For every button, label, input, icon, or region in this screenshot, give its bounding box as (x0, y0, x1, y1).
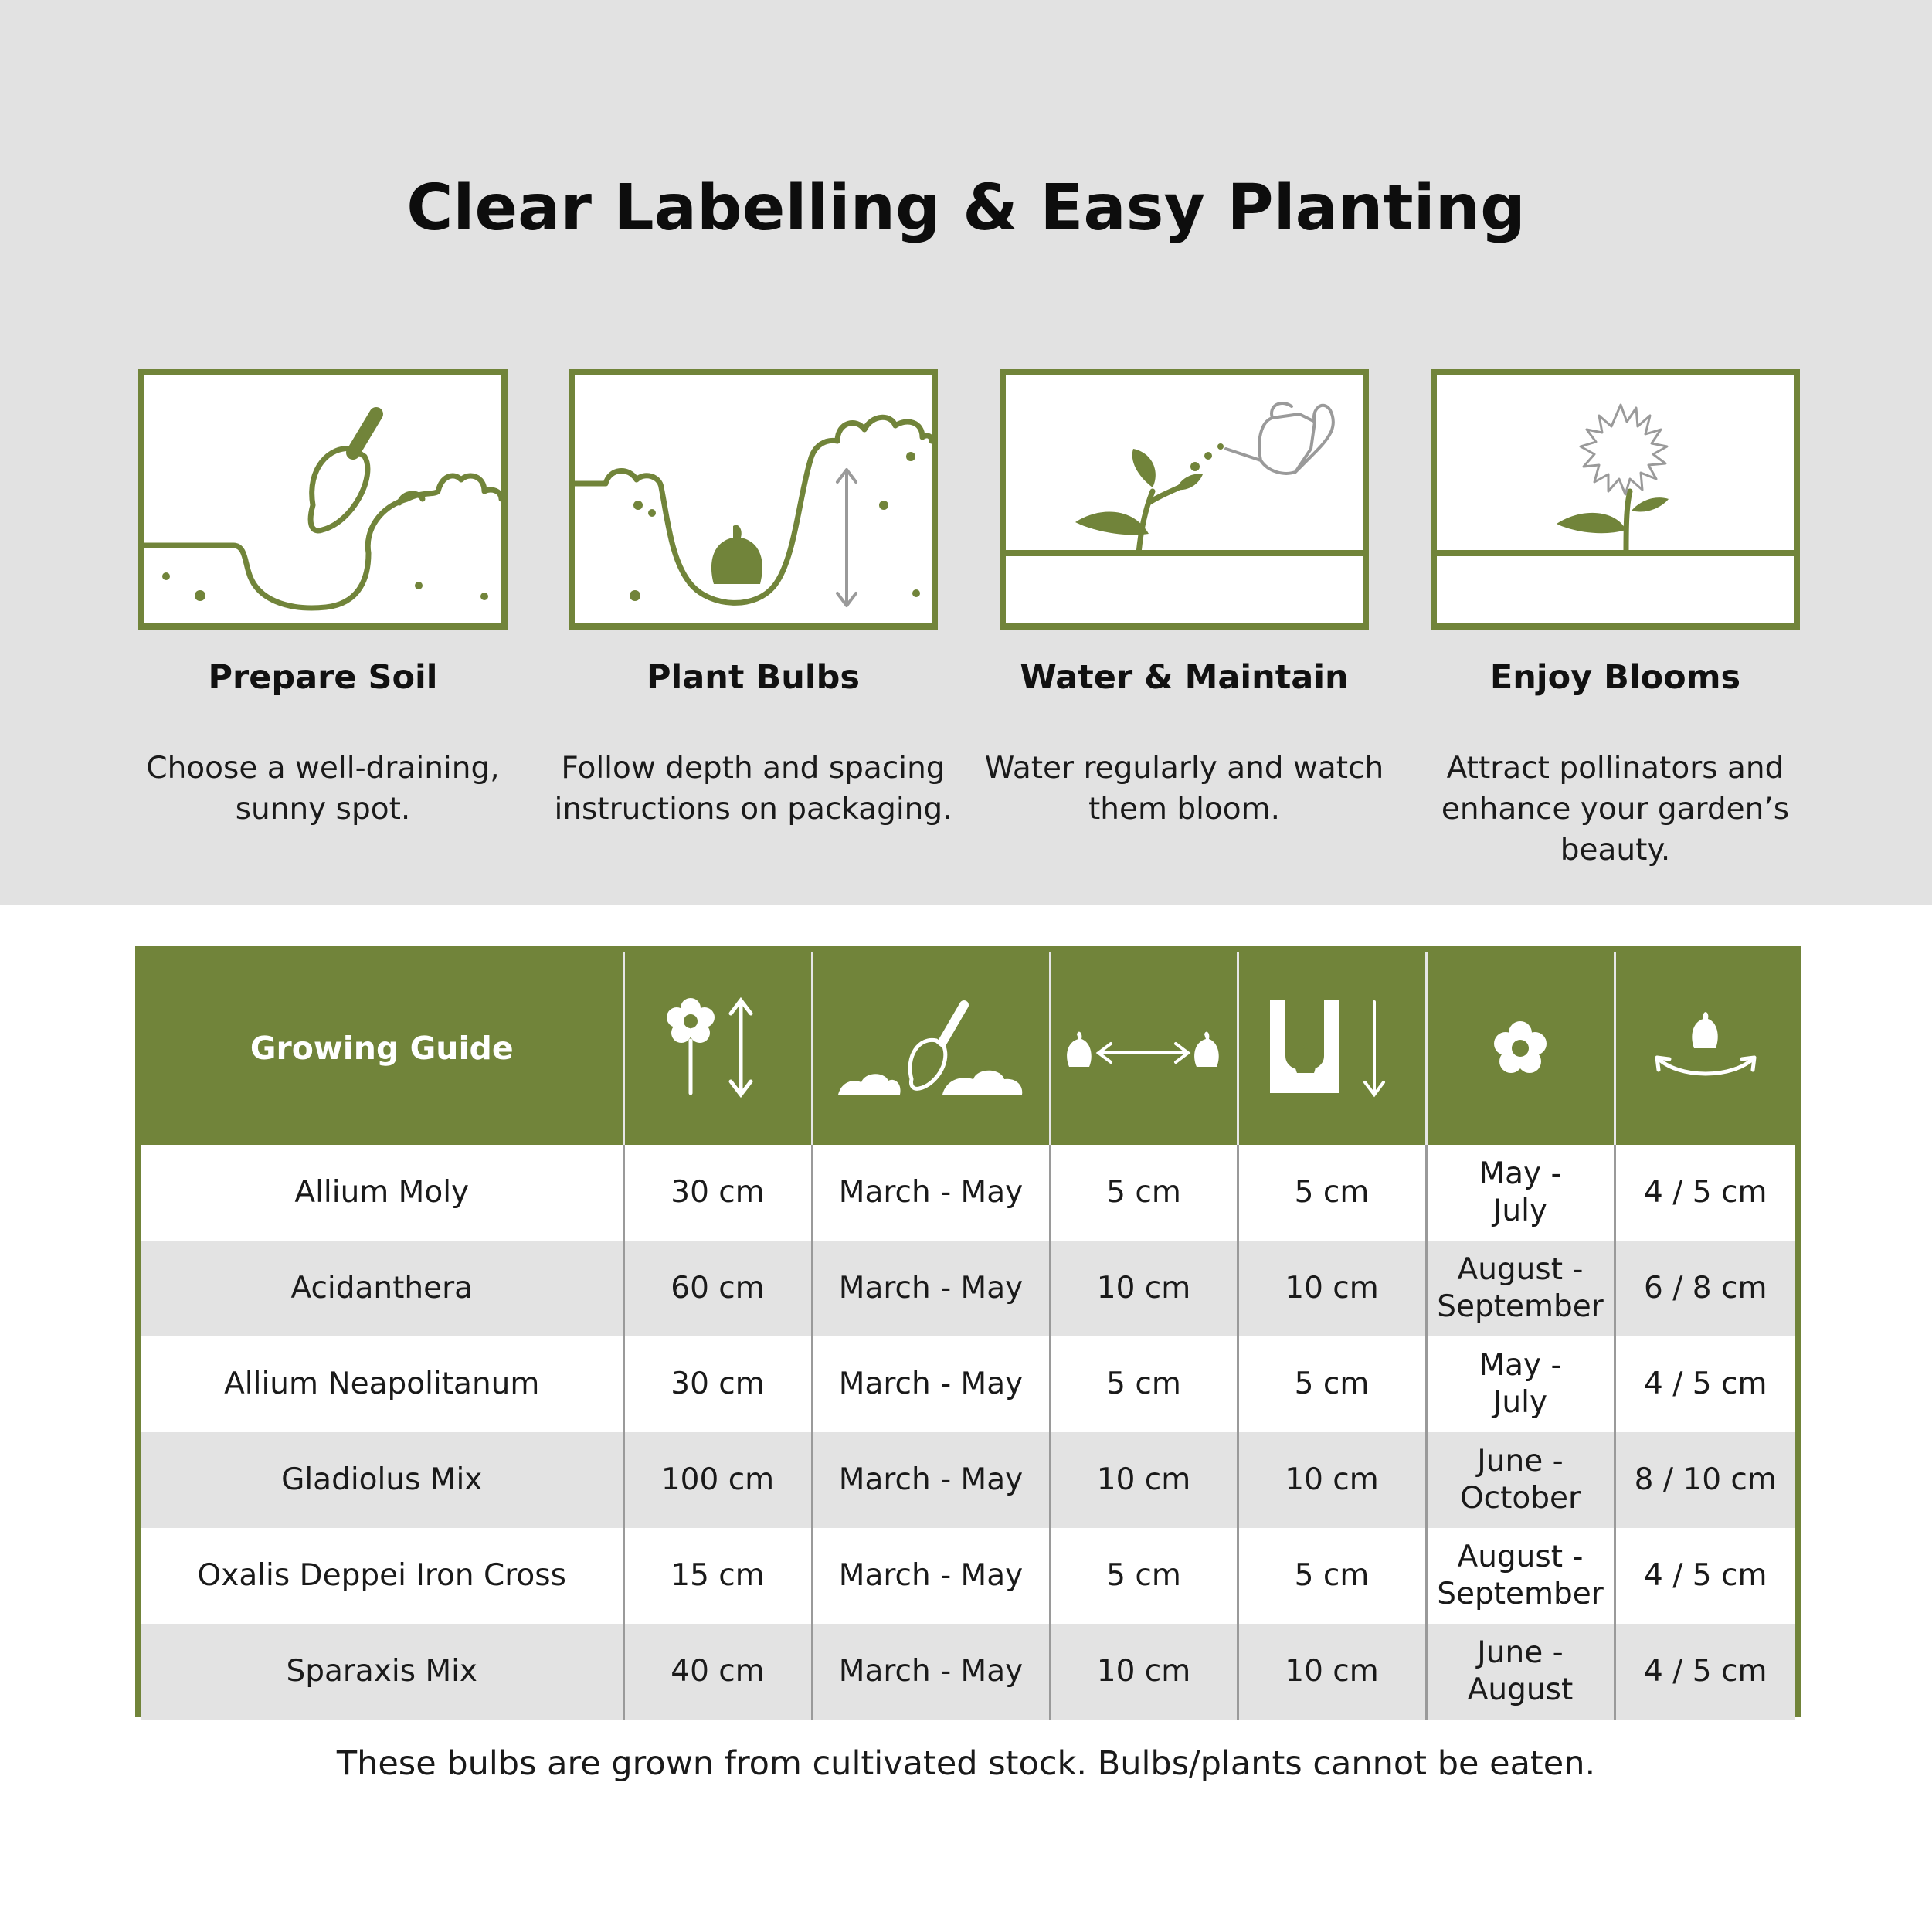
spacing-cell: 10 cm (1050, 1624, 1238, 1720)
step-illustration-box (138, 369, 508, 630)
step-description: Attract pollinators and enhance your garden’s beauty. (1441, 751, 1790, 868)
page-title: Clear Labelling & Easy Planting (406, 171, 1526, 245)
flowering-time-cell: August - September (1426, 1528, 1615, 1624)
spacing-cell: 10 cm (1050, 1432, 1238, 1528)
planting-depth-icon (1266, 994, 1397, 1102)
height-cell: 60 cm (623, 1241, 812, 1336)
depth-cell: 10 cm (1238, 1241, 1426, 1336)
depth-cell: 10 cm (1238, 1432, 1426, 1528)
height-cell: 100 cm (623, 1432, 812, 1528)
watering-can-icon (1006, 375, 1363, 623)
flowering-time-cell: May - July (1426, 1145, 1615, 1241)
planting-time-cell: March - May (812, 1624, 1050, 1720)
planting-time-cell: March - May (812, 1145, 1050, 1241)
planting-time-cell: March - May (812, 1432, 1050, 1528)
step-prepare-soil (138, 369, 508, 827)
step-title: Water & Maintain (1020, 658, 1349, 697)
depth-cell: 5 cm (1238, 1528, 1426, 1624)
depth-cell: 5 cm (1238, 1336, 1426, 1432)
height-cell: 15 cm (623, 1528, 812, 1624)
step-title: Enjoy Blooms (1489, 658, 1741, 697)
step-title: Prepare Soil (208, 658, 438, 697)
bulb-size-cell: 6 / 8 cm (1615, 1241, 1795, 1336)
height-cell: 40 cm (623, 1624, 812, 1720)
spacing-cell: 5 cm (1050, 1336, 1238, 1432)
step-enjoy-blooms (1431, 369, 1800, 868)
bulb-size-icon (1648, 1010, 1764, 1087)
bloom-icon (1437, 375, 1794, 623)
planting-time-cell: March - May (812, 1241, 1050, 1336)
growing-guide-heading: Growing Guide (141, 952, 623, 1145)
bulb-size-cell: 4 / 5 cm (1615, 1145, 1795, 1241)
planting-time-column-header (812, 952, 1050, 1145)
spacing-cell: 5 cm (1050, 1528, 1238, 1624)
step-illustration-box (1000, 369, 1369, 630)
table-row (141, 1528, 1795, 1624)
flower-height-icon (656, 994, 779, 1102)
trowel-soil-icon (144, 375, 501, 623)
planting-time-cell: March - May (812, 1528, 1050, 1624)
spacing-cell: 5 cm (1050, 1145, 1238, 1241)
flowering-time-cell: June - August (1426, 1624, 1615, 1720)
spacing-column-header (1050, 952, 1238, 1145)
footnote: These bulbs are grown from cultivated stock. Bulbs/plants cannot be eaten. (336, 1744, 1596, 1783)
step-illustration-box (569, 369, 938, 630)
table-row (141, 1241, 1795, 1336)
bulb-size-cell: 4 / 5 cm (1615, 1336, 1795, 1432)
flowering-time-cell: May - July (1426, 1336, 1615, 1432)
step-water-maintain (984, 369, 1384, 827)
growing-guide-table (135, 946, 1801, 1717)
step-title: Plant Bulbs (647, 658, 860, 697)
bulb-in-hole-icon (575, 375, 932, 623)
bulb-size-cell: 4 / 5 cm (1615, 1624, 1795, 1720)
step-plant-bulbs (554, 369, 952, 827)
depth-cell: 5 cm (1238, 1145, 1426, 1241)
height-cell: 30 cm (623, 1336, 812, 1432)
flowering-column-header (1426, 952, 1615, 1145)
step-description: Choose a well-draining, sunny spot. (146, 751, 500, 827)
height-column-header (623, 952, 812, 1145)
table-header-row (141, 952, 1795, 1145)
plant-name-cell: Sparaxis Mix (141, 1624, 623, 1720)
bulb-size-column-header (1615, 952, 1795, 1145)
planting-time-cell: March - May (812, 1336, 1050, 1432)
flowering-time-cell: August - September (1426, 1241, 1615, 1336)
plant-name-cell: Allium Moly (141, 1145, 623, 1241)
height-cell: 30 cm (623, 1145, 812, 1241)
depth-cell: 10 cm (1238, 1624, 1426, 1720)
trowel-planting-time-icon (834, 994, 1027, 1102)
bulb-size-cell: 8 / 10 cm (1615, 1432, 1795, 1528)
plant-name-cell: Allium Neapolitanum (141, 1336, 623, 1432)
step-description: Follow depth and spacing instructions on packaging. (554, 751, 952, 827)
bulb-size-cell: 4 / 5 cm (1615, 1528, 1795, 1624)
table-row (141, 1432, 1795, 1528)
plant-name-cell: Oxalis Deppei Iron Cross (141, 1528, 623, 1624)
table-row (141, 1624, 1795, 1720)
depth-column-header (1238, 952, 1426, 1145)
table-row (141, 1145, 1795, 1241)
flowering-time-cell: June - October (1426, 1432, 1615, 1528)
bulb-spacing-icon (1063, 1017, 1225, 1079)
plant-name-cell: Acidanthera (141, 1241, 623, 1336)
flowering-time-icon (1489, 1017, 1551, 1079)
step-illustration-box (1431, 369, 1800, 630)
plant-name-cell: Gladiolus Mix (141, 1432, 623, 1528)
spacing-cell: 10 cm (1050, 1241, 1238, 1336)
table-row (141, 1336, 1795, 1432)
step-description: Water regularly and watch them bloom. (984, 751, 1384, 827)
